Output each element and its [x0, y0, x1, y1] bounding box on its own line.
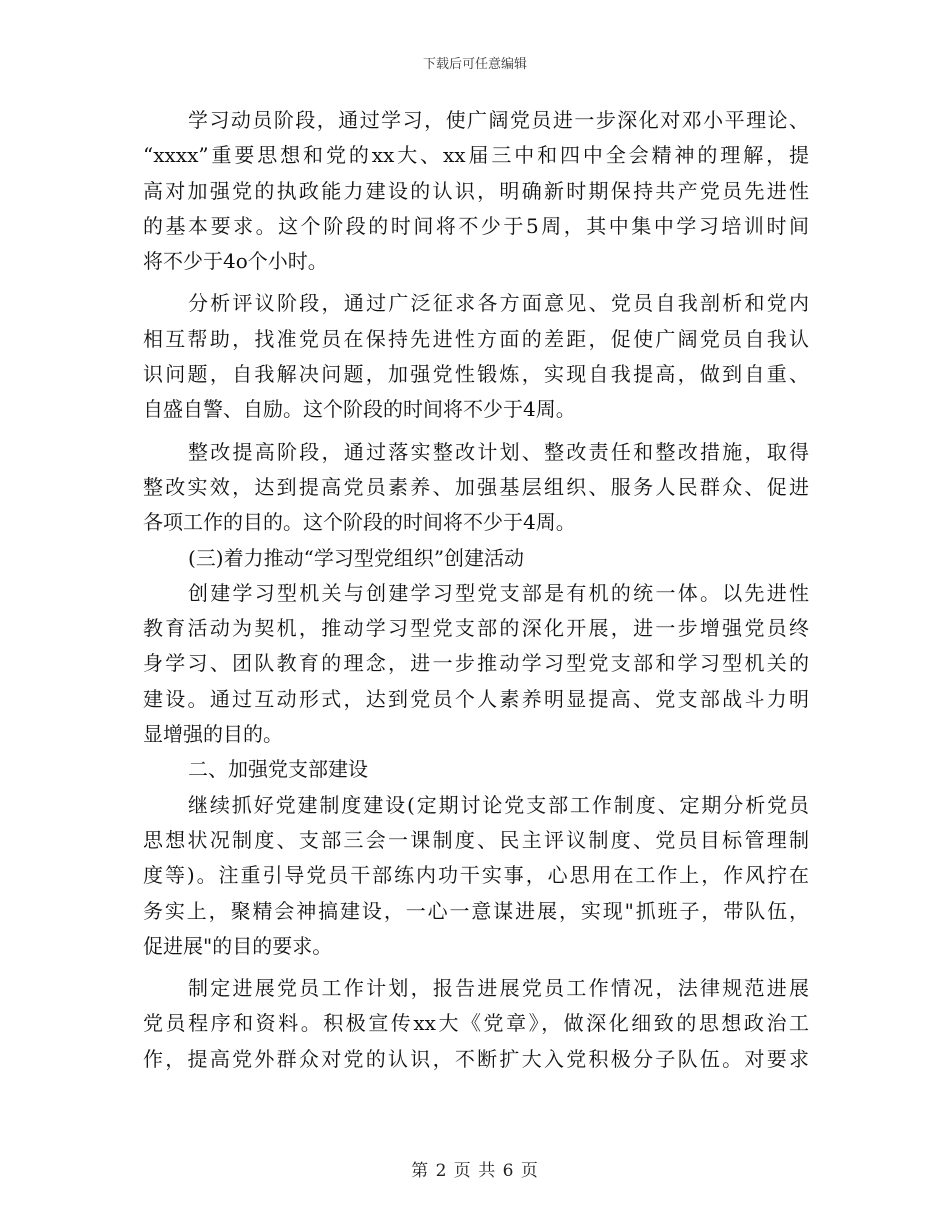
text-line: 制定进展党员工作计划，报告进展党员工作情况，法律规范进展 — [188, 976, 809, 1001]
text-line: 高对加强党的执政能力建设的认识，明确新时期保持共产党员先进性 — [143, 178, 809, 203]
text-line: 党员程序和资料。积极宣传xx大《党章》，做深化细致的思想政治工 — [143, 1011, 809, 1036]
text-line: 整改实效，达到提高党员素养、加强基层组织、服务人民群众、促进 — [143, 474, 809, 499]
page-number: 第 2 页 共 6 页 — [411, 1161, 539, 1181]
paragraph — [143, 788, 809, 964]
text-line: 教育活动为契机，推动学习型党支部的深化开展，进一步增强党员终 — [143, 616, 809, 641]
text-line: 度等)。注重引导党员干部练内功干实事，心思用在工作上，作风拧在 — [143, 863, 809, 888]
text-line: 相互帮助，找准党员在保持先进性方面的差距，促使广阔党员自我认 — [143, 326, 809, 351]
heading-text: (三)着力推动“学习型党组织”创建活动 — [188, 545, 525, 570]
header-note: 下载后可任意编辑 — [422, 57, 527, 72]
text-line: 创建学习型机关与创建学习型党支部是有机的统一体。以先进性 — [188, 580, 809, 605]
text-line: 作，提高党外群众对党的认识，不断扩大入党积极分子队伍。对要求 — [143, 1046, 809, 1071]
text-line: 各项工作的目的。这个阶段的时间将不少于4周。 — [143, 510, 576, 535]
document-body — [143, 103, 809, 1077]
heading-text: 二、加强党支部建设 — [188, 757, 368, 782]
section-heading — [143, 752, 809, 787]
text-line: 务实上，聚精会神搞建设，一心一意谋进展，实现"抓班子，带队伍， — [143, 898, 809, 923]
text-line: 继续抓好党建制度建设(定期讨论党支部工作制度、定期分析党员 — [188, 792, 809, 817]
text-line: 识问题，自我解决问题，加强党性锻炼，实现自我提高，做到自重、 — [143, 362, 809, 387]
text-line: 自盛自警、自励。这个阶段的时间将不少于4周。 — [143, 397, 576, 422]
paragraph — [143, 971, 809, 1077]
paragraph — [143, 286, 809, 427]
text-line: 学习动员阶段，通过学习，使广阔党员进一步深化对邓小平理论、 — [188, 108, 809, 132]
text-line: 整改提高阶段，通过落实整改计划、整改责任和整改措施，取得 — [188, 439, 809, 464]
text-line: 将不少于4o个小时。 — [143, 249, 328, 274]
text-line: 分析评议阶段，通过广泛征求各方面意见、党员自我剖析和党内 — [188, 291, 809, 316]
text-line: 思想状况制度、支部三会一课制度、民主评议制度、党员目标管理制 — [143, 827, 809, 852]
text-line: 建设。通过互动形式，达到党员个人素养明显提高、党支部战斗力明 — [143, 686, 809, 711]
paragraph — [143, 103, 809, 279]
paragraph — [143, 576, 809, 752]
text-line: “xxxx”重要思想和党的xx大、xx届三中和四中全会精神的理解，提 — [143, 143, 809, 168]
text-line: 显增强的目的。 — [143, 722, 283, 747]
text-line: 身学习、团队教育的理念，进一步推动学习型党支部和学习型机关的 — [143, 651, 809, 676]
section-heading — [143, 541, 809, 576]
text-line: 促进展"的目的要求。 — [143, 933, 333, 958]
text-line: 的基本要求。这个阶段的时间将不少于5周，其中集中学习培训时间 — [143, 213, 809, 238]
paragraph — [143, 435, 809, 541]
